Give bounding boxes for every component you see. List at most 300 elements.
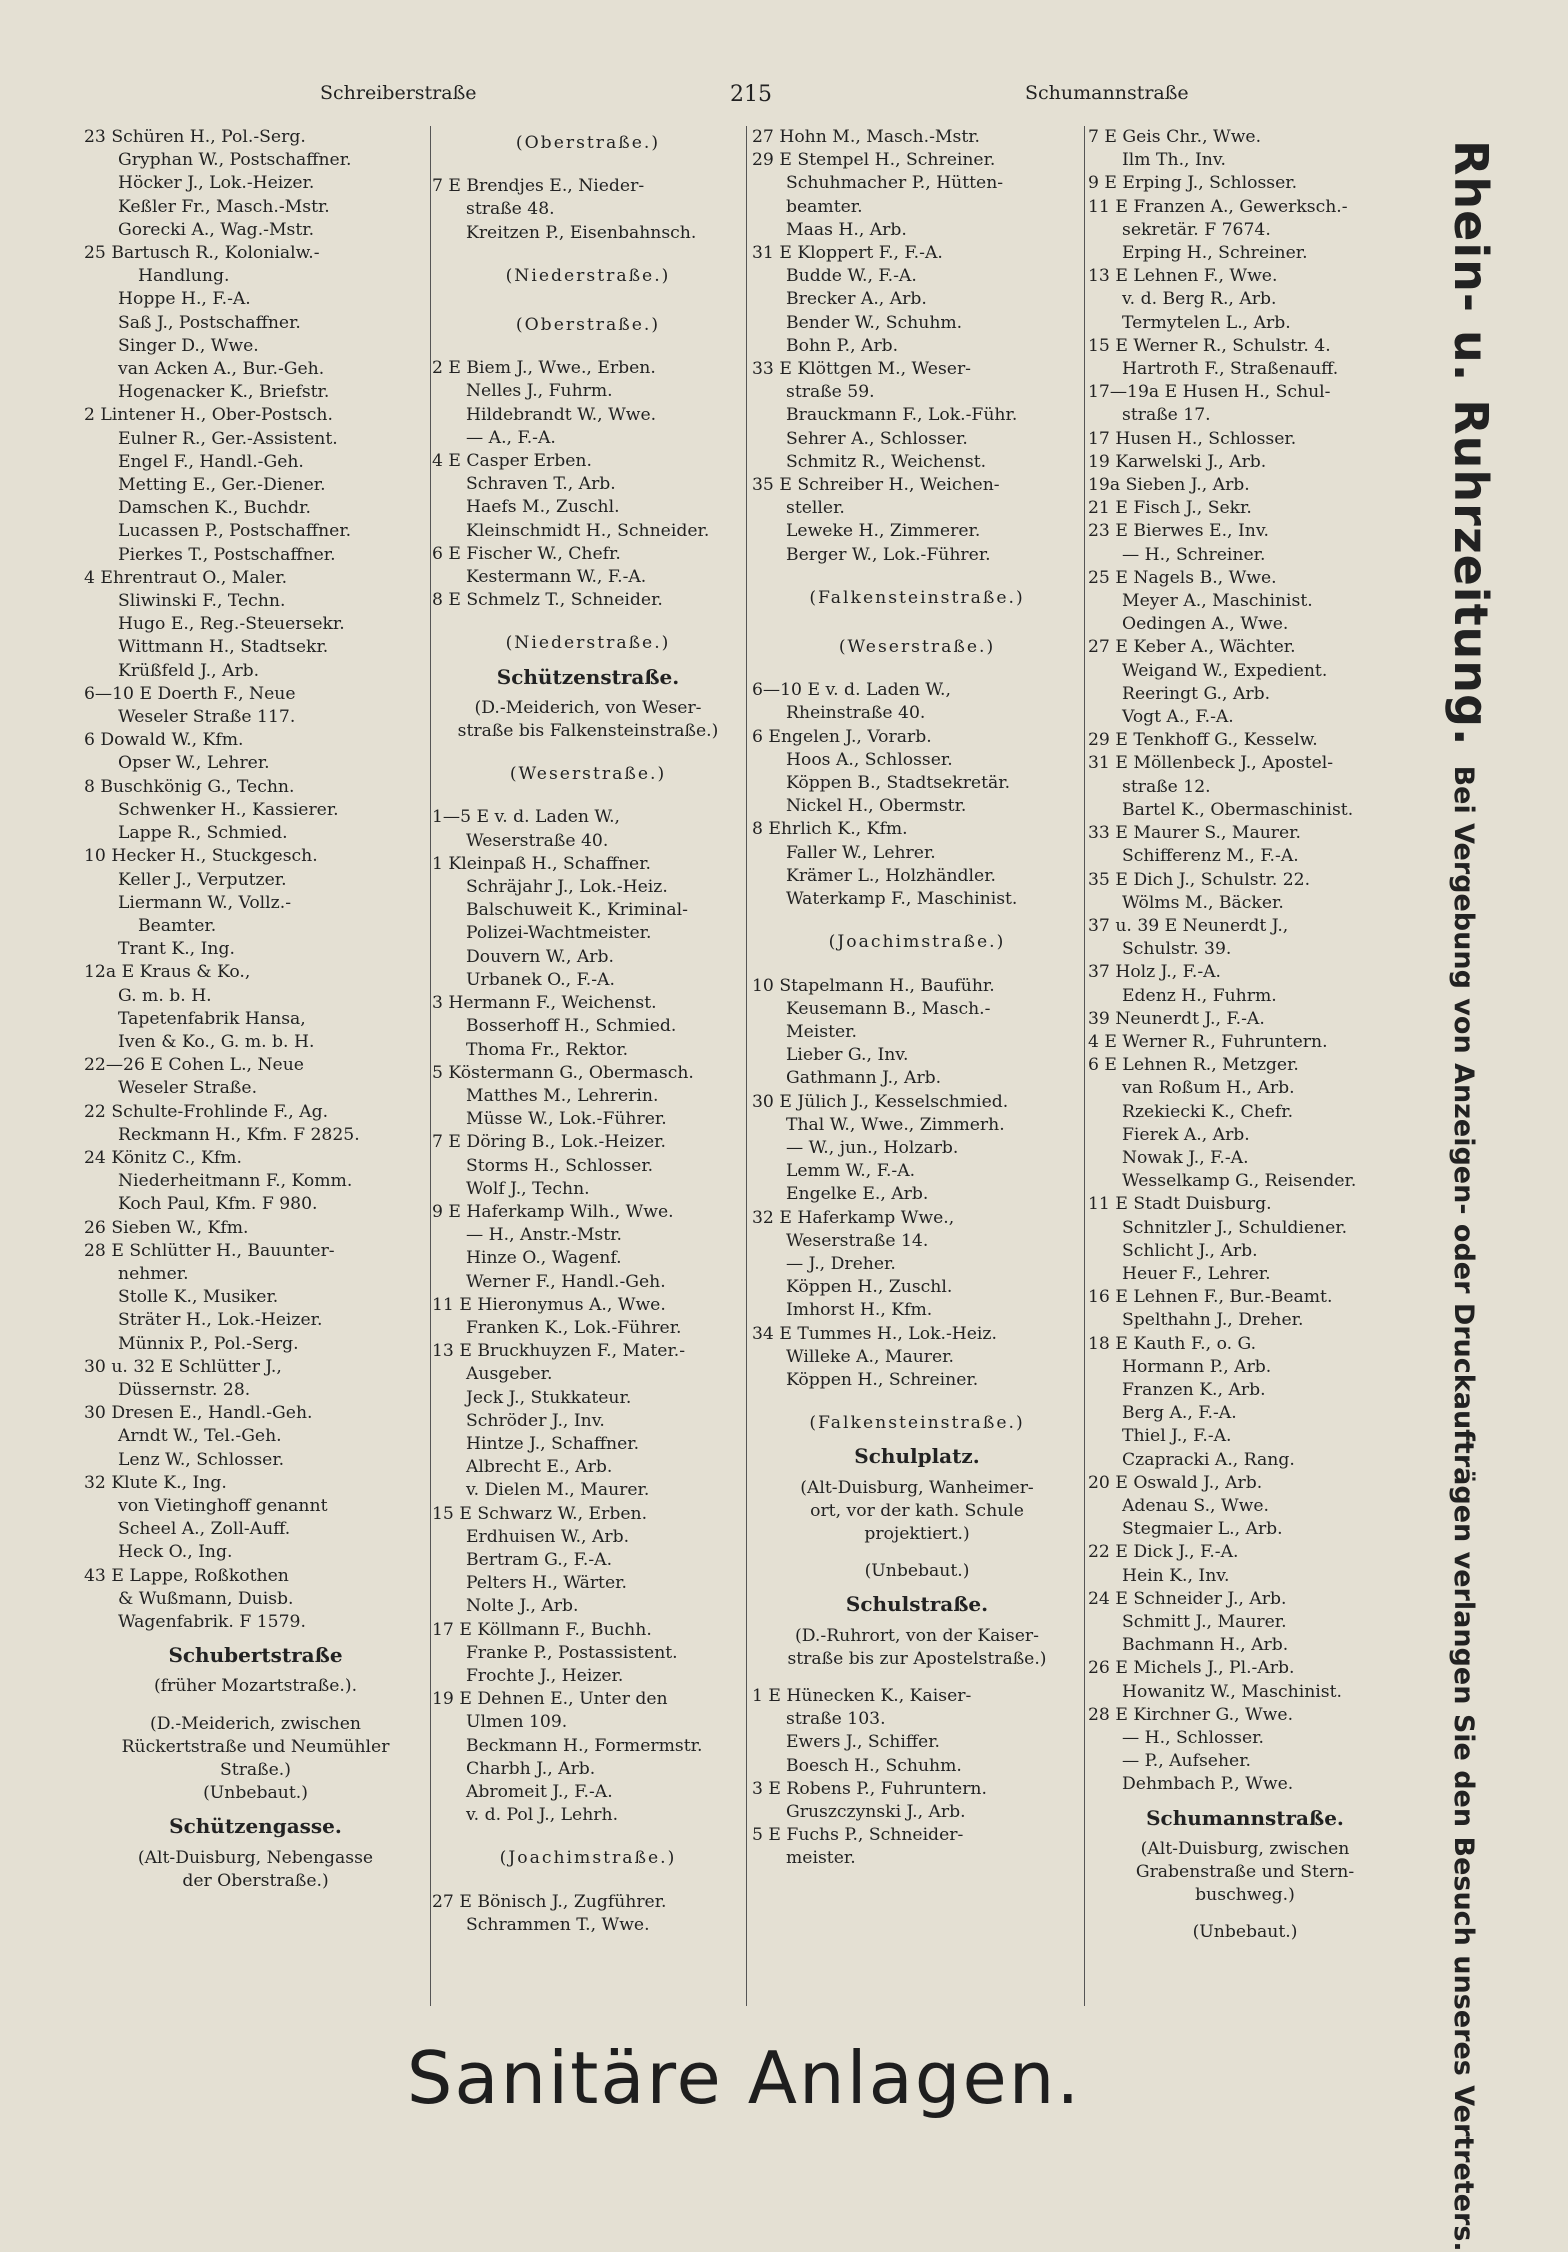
resident-entry: 27 Hohn M., Masch.-Mstr.	[752, 127, 981, 147]
resident-entry: — H., Schlosser.	[1122, 1728, 1264, 1749]
resident-entry: Lieber G., Inv.	[786, 1045, 909, 1066]
resident-entry: 4 E Werner R., Fuhruntern.	[1088, 1031, 1328, 1052]
resident-entry: Hoos A., Schlosser.	[786, 749, 953, 770]
resident-entry: Schwenker H., Kassierer.	[118, 799, 339, 820]
resident-entry: 4 Ehrentraut O., Maler.	[84, 567, 288, 588]
resident-entry: Nolte J., Arb.	[466, 1596, 579, 1617]
resident-entry: Nickel H., Obermstr.	[786, 796, 967, 817]
resident-entry: Thoma Fr., Rektor.	[466, 1039, 629, 1060]
street-note: projektiert.)	[864, 1523, 970, 1544]
resident-entry: 31 E Kloppert F., F.-A.	[752, 243, 943, 264]
resident-entry: 10 Stapelmann H., Bauführ.	[752, 975, 995, 996]
street-note: (Niederstraße.)	[505, 633, 671, 654]
resident-entry: — H., Schreiner.	[1122, 544, 1266, 565]
resident-entry: Edenz H., Fuhrm.	[1122, 985, 1277, 1006]
street-note: der Oberstraße.)	[182, 1870, 329, 1891]
resident-entry: straße 59.	[786, 382, 875, 403]
resident-entry: Heck O., Ing.	[118, 1542, 233, 1563]
resident-entry: Wittmann H., Stadtsekr.	[118, 637, 329, 658]
resident-entry: Weseler Straße 117.	[118, 707, 296, 728]
resident-entry: Schuhmacher P., Hütten-	[786, 173, 1004, 194]
resident-entry: straße 103.	[786, 1709, 886, 1730]
spacer	[432, 343, 744, 357]
resident-entry: 17 Husen H., Schlosser.	[1088, 428, 1297, 449]
resident-entry: 28 E Schlütter H., Bauunter-	[84, 1240, 335, 1261]
street-note: Straße.)	[220, 1760, 291, 1781]
resident-entry: Heuer F., Lehrer.	[1122, 1263, 1271, 1284]
resident-entry: Weseler Straße.	[118, 1078, 258, 1099]
resident-entry: Hildebrandt W., Wwe.	[466, 404, 657, 425]
resident-entry: Reeringt G., Arb.	[1122, 683, 1271, 704]
resident-entry: Boesch H., Schuhm.	[786, 1755, 962, 1776]
vertical-advertisement	[1418, 140, 1498, 2252]
resident-entry: Jeck J., Stukkateur.	[466, 1387, 632, 1408]
street-note: (Oberstraße.)	[515, 133, 661, 153]
resident-entry: 6—10 E Doerth F., Neue	[84, 683, 296, 704]
spacer	[752, 961, 1082, 975]
resident-entry: Hinze O., Wagenf.	[466, 1248, 622, 1269]
resident-entry: Franzen K., Arb.	[1122, 1379, 1266, 1400]
resident-entry: Schnitzler J., Schuldiener.	[1122, 1217, 1348, 1238]
resident-entry: 1 Kleinpaß H., Schaffner.	[432, 853, 652, 874]
resident-entry: Weserstraße 14.	[786, 1230, 929, 1251]
street-note: (früher Mozartstraße.).	[153, 1676, 358, 1697]
street-note: (D.-Ruhrort, von der Kaiser-	[795, 1625, 1039, 1646]
resident-entry: 8 E Schmelz T., Schneider.	[432, 590, 663, 611]
resident-entry: 22 E Dick J., F.-A.	[1088, 1542, 1239, 1563]
resident-entry: 6—10 E v. d. Laden W.,	[752, 680, 951, 701]
resident-entry: 30 Dresen E., Handl.-Geh.	[84, 1403, 313, 1424]
resident-entry: 19a Sieben J., Arb.	[1088, 475, 1250, 496]
resident-entry: Thiel J., F.-A.	[1122, 1426, 1232, 1447]
resident-entry: 28 E Kirchner G., Wwe.	[1088, 1704, 1294, 1725]
resident-entry: 24 Könitz C., Kfm.	[84, 1147, 242, 1168]
resident-entry: 22—26 E Cohen L., Neue	[84, 1055, 304, 1076]
resident-entry: 43 E Lappe, Roßkothen	[84, 1565, 289, 1586]
resident-entry: Hugo E., Reg.-Steuersekr.	[118, 614, 345, 635]
street-note: (Joachimstraße.)	[499, 1848, 677, 1869]
resident-entry: Storms H., Schlosser.	[466, 1155, 654, 1176]
resident-entry: Matthes M., Lehrerin.	[466, 1085, 659, 1106]
resident-entry: 6 E Lehnen R., Metzger.	[1088, 1055, 1299, 1076]
resident-entry: Rheinstraße 40.	[786, 703, 926, 724]
spacer	[752, 1671, 1082, 1685]
street-heading: Schulstraße.	[845, 1593, 989, 1617]
resident-entry: Lappe R., Schmied.	[118, 823, 288, 844]
resident-entry: 30 E Jülich J., Kesselschmied.	[752, 1091, 1009, 1112]
resident-entry: 29 E Tenkhoff G., Kesselw.	[1088, 730, 1318, 751]
resident-entry: Douvern W., Arb.	[466, 946, 614, 967]
spacer	[752, 616, 1082, 630]
street-heading: Schubertstraße	[168, 1644, 343, 1668]
resident-entry: — W., jun., Holzarb.	[786, 1137, 959, 1158]
resident-entry: 33 E Klöttgen M., Weser-	[752, 359, 971, 380]
resident-entry: v. d. Pol J., Lehrh.	[466, 1805, 619, 1826]
resident-entry: 6 Dowald W., Kfm.	[84, 730, 244, 751]
resident-entry: Krüßfeld J., Arb.	[118, 660, 260, 681]
street-note: (Alt-Duisburg, zwischen	[1140, 1838, 1350, 1859]
resident-entry: Waterkamp F., Maschinist.	[786, 889, 1018, 910]
resident-entry: Adenau S., Wwe.	[1122, 1495, 1269, 1516]
resident-entry: 27 E Keber A., Wächter.	[1088, 637, 1296, 658]
resident-entry: 25 E Nagels B., Wwe.	[1088, 567, 1277, 588]
resident-entry: — P., Aufseher.	[1122, 1751, 1251, 1772]
resident-entry: beamter.	[786, 196, 863, 217]
spacer	[432, 743, 744, 757]
resident-entry: sekretär. F 7674.	[1122, 219, 1271, 240]
column-divider	[430, 126, 431, 2006]
resident-entry: Scheel A., Zoll-Auff.	[118, 1519, 291, 1540]
resident-entry: Gathmann J., Arb.	[786, 1068, 942, 1089]
street-note: straße bis Falkensteinstraße.)	[457, 721, 719, 742]
street-heading: Schulplatz.	[854, 1445, 980, 1469]
resident-entry: Hein K., Inv.	[1122, 1565, 1230, 1586]
street-note: (Alt-Duisburg, Wanheimer-	[800, 1477, 1034, 1498]
resident-entry: Meyer A., Maschinist.	[1122, 591, 1313, 612]
resident-entry: 24 E Schneider J., Arb.	[1088, 1588, 1287, 1609]
street-note: (Falkensteinstraße.)	[809, 587, 1025, 608]
resident-entry: Schrammen T., Wwe.	[466, 1914, 650, 1935]
resident-entry: Stolle K., Musiker.	[118, 1287, 279, 1308]
resident-entry: Brauckmann F., Lok.-Führ.	[786, 405, 1018, 426]
resident-entry: Köppen B., Stadtsekretär.	[786, 773, 1011, 794]
street-note: Grabenstraße und Stern-	[1135, 1862, 1355, 1883]
resident-entry: Maas H., Arb.	[786, 219, 907, 240]
resident-entry: Damschen K., Buchdr.	[118, 498, 311, 519]
street-note: (Weserstraße.)	[838, 637, 996, 658]
resident-entry: 19 Karwelski J., Arb.	[1088, 451, 1267, 472]
resident-entry: Bohn P., Arb.	[786, 335, 899, 356]
resident-entry: Pierkes T., Postschaffner.	[118, 544, 336, 565]
resident-entry: 20 E Oswald J., Arb.	[1088, 1472, 1263, 1493]
bottom-advertisement: Sanitäre Anlagen.	[406, 2036, 1082, 2120]
spacer	[84, 1699, 427, 1713]
resident-entry: Erping H., Schreiner.	[1122, 243, 1308, 264]
spacer	[1088, 1907, 1402, 1921]
resident-entry: v. Dielen M., Maurer.	[466, 1480, 650, 1501]
resident-entry: — A., F.-A.	[466, 427, 556, 448]
resident-entry: Metting E., Ger.-Diener.	[118, 475, 326, 496]
resident-entry: 8 Ehrlich K., Kfm.	[752, 819, 908, 840]
spacer	[432, 612, 744, 626]
ad-vertical-title: Rhein- u. Ruhrzeitung.	[1444, 140, 1498, 747]
resident-entry: 23 Schüren H., Pol.-Serg.	[84, 127, 306, 147]
resident-entry: Lucassen P., Postschaffner.	[118, 521, 352, 542]
resident-entry: 5 E Fuchs P., Schneider-	[752, 1825, 964, 1846]
resident-entry: Schmitt J., Maurer.	[1122, 1612, 1287, 1632]
resident-entry: Weigand W., Expedient.	[1122, 660, 1328, 681]
resident-entry: 8 Buschkönig G., Techn.	[84, 776, 295, 797]
resident-entry: Liermann W., Vollz.-	[118, 892, 291, 913]
resident-entry: Bartel K., Obermaschinist.	[1122, 799, 1354, 820]
resident-entry: Nelles J., Fuhrm.	[466, 381, 613, 402]
resident-entry: Sehrer A., Schlosser.	[786, 428, 968, 449]
resident-entry: 32 E Haferkamp Wwe.,	[752, 1207, 955, 1228]
resident-entry: Ausgeber.	[466, 1364, 553, 1385]
resident-entry: Keller J., Verputzer.	[118, 869, 287, 890]
resident-entry: van Roßum H., Arb.	[1122, 1078, 1295, 1099]
resident-entry: Münnix P., Pol.-Serg.	[118, 1333, 299, 1354]
street-note: (Joachimstraße.)	[828, 932, 1006, 953]
page-number: 215	[730, 82, 772, 107]
resident-entry: 25 Bartusch R., Kolonialw.-	[84, 243, 320, 264]
resident-entry: 9 E Haferkamp Wilh., Wwe.	[432, 1201, 674, 1222]
resident-entry: Termytelen L., Arb.	[1122, 312, 1291, 333]
resident-entry: 12a E Kraus & Ko.,	[84, 962, 251, 983]
street-heading: Schumannstraße.	[1146, 1806, 1344, 1830]
resident-entry: Imhorst H., Kfm.	[786, 1300, 933, 1321]
resident-entry: 3 Hermann F., Weichenst.	[432, 993, 657, 1014]
directory-column-1	[84, 126, 427, 2006]
resident-entry: Charbh J., Arb.	[466, 1758, 596, 1779]
spacer	[432, 161, 744, 175]
street-heading: Schützengasse.	[169, 1815, 342, 1839]
resident-entry: von Vietinghoff genannt	[118, 1495, 328, 1516]
resident-entry: Dehmbach P., Wwe.	[1122, 1774, 1294, 1795]
resident-entry: v. d. Berg R., Arb.	[1122, 289, 1277, 310]
resident-entry: Ilm Th., Inv.	[1122, 150, 1226, 171]
resident-entry: 19 E Dehnen E., Unter den	[432, 1689, 668, 1710]
resident-entry: 1 E Hünecken K., Kaiser-	[752, 1685, 972, 1706]
resident-entry: 3 E Robens P., Fuhruntern.	[752, 1778, 987, 1799]
street-note: (Falkensteinstraße.)	[809, 1413, 1025, 1434]
street-note: ort, vor der kath. Schule	[810, 1500, 1024, 1521]
resident-entry: 21 E Fisch J., Sekr.	[1088, 498, 1252, 519]
resident-entry: Wagenfabrik. F 1579.	[118, 1612, 306, 1632]
street-note: (Oberstraße.)	[515, 315, 661, 336]
resident-entry: Franke P., Postassistent.	[466, 1642, 678, 1663]
resident-entry: Ulmen 109.	[466, 1712, 568, 1733]
resident-entry: Nowak J., F.-A.	[1122, 1147, 1249, 1168]
resident-entry: Sträter H., Lok.-Heizer.	[118, 1310, 323, 1331]
resident-entry: 6 Engelen J., Vorarb.	[752, 726, 932, 747]
header-left-street: Schreiberstraße	[320, 82, 477, 104]
resident-entry: Kreitzen P., Eisenbahnsch.	[466, 222, 697, 243]
street-note: (D.-Meiderich, von Weser-	[474, 697, 702, 718]
resident-entry: Keßler Fr., Masch.-Mstr.	[118, 196, 330, 217]
resident-entry: Ewers J., Schiffer.	[786, 1732, 941, 1753]
resident-entry: Berg A., F.-A.	[1122, 1403, 1237, 1424]
resident-entry: Kleinschmidt H., Schneider.	[466, 520, 710, 541]
resident-entry: Brecker A., Arb.	[786, 289, 927, 310]
resident-entry: Arndt W., Tel.-Geh.	[118, 1426, 282, 1447]
street-note: (Weserstraße.)	[509, 764, 667, 785]
spacer	[432, 792, 744, 806]
resident-entry: Abromeit J., F.-A.	[466, 1782, 613, 1802]
resident-entry: Krämer L., Holzhändler.	[786, 865, 996, 886]
resident-entry: 37 u. 39 E Neunerdt J.,	[1088, 915, 1289, 936]
resident-entry: Leweke H., Zimmerer.	[786, 521, 981, 542]
resident-entry: Gruszczynski J., Arb.	[786, 1802, 966, 1822]
resident-entry: Schräjahr J., Lok.-Heiz.	[466, 877, 668, 898]
resident-entry: Bender W., Schuhm.	[786, 312, 963, 333]
street-note: (Niederstraße.)	[505, 265, 671, 286]
resident-entry: Spelthahn J., Dreher.	[1122, 1310, 1304, 1331]
resident-entry: Wolf J., Techn.	[466, 1178, 590, 1199]
directory-column-3	[752, 126, 1082, 2006]
resident-entry: Niederheitmann F., Komm.	[118, 1171, 353, 1192]
resident-entry: 27 E Bönisch J., Zugführer.	[432, 1891, 667, 1912]
resident-entry: — J., Dreher.	[786, 1253, 896, 1274]
resident-entry: Gorecki A., Wag.-Mstr.	[118, 219, 315, 240]
resident-entry: 2 E Biem J., Wwe., Erben.	[432, 358, 656, 379]
resident-entry: Urbanek O., F.-A.	[466, 969, 615, 990]
resident-entry: straße 48.	[466, 199, 555, 220]
resident-entry: Bosserhoff H., Schmied.	[466, 1016, 677, 1037]
resident-entry: straße 12.	[1122, 776, 1211, 797]
resident-entry: 15 E Schwarz W., Erben.	[432, 1503, 648, 1524]
resident-entry: Beamter.	[138, 915, 217, 936]
resident-entry: 11 E Stadt Duisburg.	[1088, 1194, 1272, 1215]
resident-entry: 16 E Lehnen F., Bur.-Beamt.	[1088, 1287, 1333, 1308]
resident-entry: Weserstraße 40.	[466, 830, 609, 851]
directory-column-4	[1088, 126, 1402, 2006]
spacer	[432, 1877, 744, 1891]
resident-entry: G. m. b. H.	[118, 985, 212, 1006]
directory-column-2	[432, 126, 744, 2006]
resident-entry: 34 E Tummes H., Lok.-Heiz.	[752, 1323, 997, 1344]
resident-entry: 23 E Bierwes E., Inv.	[1088, 521, 1269, 542]
resident-entry: Iven & Ko., G. m. b. H.	[118, 1031, 315, 1052]
resident-entry: 11 E Hieronymus A., Wwe.	[432, 1294, 666, 1315]
resident-entry: — H., Anstr.-Mstr.	[466, 1225, 622, 1246]
resident-entry: 10 Hecker H., Stuckgesch.	[84, 846, 318, 867]
resident-entry: Stegmaier L., Arb.	[1122, 1519, 1283, 1540]
resident-entry: Köppen H., Schreiner.	[786, 1369, 979, 1390]
spacer	[432, 294, 744, 308]
resident-entry: Erdhuisen W., Arb.	[466, 1526, 630, 1547]
street-heading: Schützenstraße.	[496, 665, 680, 689]
resident-entry: 31 E Möllenbeck J., Apostel-	[1088, 753, 1334, 774]
resident-entry: Engelke E., Arb.	[786, 1184, 929, 1205]
resident-entry: Franken K., Lok.-Führer.	[466, 1317, 682, 1338]
resident-entry: Thal W., Wwe., Zimmerh.	[786, 1114, 1005, 1135]
resident-entry: 17—19a E Husen H., Schul-	[1088, 382, 1331, 403]
resident-entry: Hoppe H., F.-A.	[118, 289, 251, 310]
resident-entry: Düssernstr. 28.	[118, 1379, 251, 1400]
resident-entry: Tapetenfabrik Hansa,	[118, 1008, 306, 1029]
resident-entry: Höcker J., Lok.-Heizer.	[118, 173, 315, 194]
resident-entry: Trant K., Ing.	[118, 939, 235, 960]
resident-entry: 32 Klute K., Ing.	[84, 1472, 227, 1493]
resident-entry: 4 E Casper Erben.	[432, 451, 592, 472]
resident-entry: 35 E Schreiber H., Weichen-	[752, 475, 1000, 496]
resident-entry: 2 Lintener H., Ober-Postsch.	[84, 405, 333, 426]
resident-entry: Schulstr. 39.	[1122, 939, 1232, 960]
spacer	[752, 567, 1082, 581]
resident-entry: 17 E Köllmann F., Buchh.	[432, 1619, 652, 1640]
resident-entry: 35 E Dich J., Schulstr. 22.	[1088, 869, 1311, 890]
resident-entry: 39 Neunerdt J., F.-A.	[1088, 1008, 1265, 1029]
street-note: (Unbebaut.)	[1192, 1922, 1298, 1943]
resident-entry: Hormann P., Arb.	[1122, 1356, 1272, 1377]
resident-entry: Werner F., Handl.-Geh.	[466, 1271, 666, 1292]
column-divider	[1084, 126, 1085, 2006]
resident-entry: Handlung.	[138, 266, 230, 287]
spacer	[432, 245, 744, 259]
resident-entry: Wesselkamp G., Reisender.	[1122, 1171, 1357, 1192]
resident-entry: Keusemann B., Masch.-	[786, 998, 991, 1019]
resident-entry: Schifferenz M., F.-A.	[1122, 846, 1299, 867]
resident-entry: Köppen H., Zuschl.	[786, 1277, 953, 1298]
resident-entry: Koch Paul, Kfm. F 980.	[118, 1194, 318, 1215]
street-note: (D.-Meiderich, zwischen	[150, 1713, 361, 1734]
resident-entry: Willeke A., Maurer.	[786, 1346, 954, 1367]
resident-entry: Bertram G., F.-A.	[466, 1549, 613, 1570]
street-note: (Unbebaut.)	[203, 1783, 308, 1804]
street-note: Rückertstraße und Neumühler	[121, 1736, 390, 1757]
resident-entry: Schlicht J., Arb.	[1122, 1240, 1258, 1261]
street-note: straße bis zur Apostelstraße.)	[787, 1648, 1047, 1669]
resident-entry: nehmer.	[118, 1263, 189, 1284]
resident-entry: 26 Sieben W., Kfm.	[84, 1217, 249, 1238]
resident-entry: Bachmann H., Arb.	[1122, 1635, 1289, 1656]
resident-entry: 37 Holz J., F.-A.	[1088, 962, 1222, 983]
resident-entry: Czapracki A., Rang.	[1122, 1449, 1295, 1470]
resident-entry: Polizei-Wachtmeister.	[466, 923, 652, 944]
resident-entry: Kestermann W., F.-A.	[466, 567, 647, 588]
resident-entry: Schmitz R., Weichenst.	[786, 451, 987, 472]
resident-entry: 18 E Kauth F., o. G.	[1088, 1333, 1257, 1354]
spacer	[752, 1392, 1082, 1406]
resident-entry: Eulner R., Ger.-Assistent.	[118, 428, 338, 449]
spacer	[752, 1546, 1082, 1560]
resident-entry: Sliwinski F., Techn.	[118, 591, 286, 612]
resident-entry: Reckmann H., Kfm. F 2825.	[118, 1124, 360, 1145]
resident-entry: Müsse W., Lok.-Führer.	[466, 1109, 667, 1130]
resident-entry: 29 E Stempel H., Schreiner.	[752, 150, 996, 171]
resident-entry: Fierek A., Arb.	[1122, 1124, 1250, 1145]
resident-entry: 6 E Fischer W., Chefr.	[432, 543, 621, 564]
resident-entry: 26 E Michels J., Pl.-Arb.	[1088, 1658, 1295, 1679]
resident-entry: Balschuweit K., Kriminal-	[466, 900, 688, 921]
ad-vertical-text: Bei Vergebung von Anzeigen- oder Druckaufträgen verlangen Sie den Besuch unseres Vertreters.	[1448, 765, 1479, 2252]
column-divider	[746, 126, 747, 2006]
resident-entry: Beckmann H., Formermstr.	[466, 1735, 703, 1756]
resident-entry: 13 E Bruckhuyzen F., Mater.-	[432, 1341, 686, 1362]
resident-entry: Hogenacker K., Briefstr.	[118, 382, 330, 403]
resident-entry: 5 Köstermann G., Obermasch.	[432, 1062, 694, 1083]
resident-entry: Saß J., Postschaffner.	[118, 312, 301, 333]
resident-entry: 22 Schulte-Frohlinde F., Ag.	[84, 1101, 329, 1122]
resident-entry: Frochte J., Heizer.	[466, 1665, 624, 1686]
street-note: (Unbebaut.)	[864, 1561, 970, 1582]
street-note: buschweg.)	[1195, 1885, 1295, 1906]
resident-entry: steller.	[786, 498, 845, 519]
resident-entry: 15 E Werner R., Schulstr. 4.	[1088, 335, 1331, 356]
resident-entry: Vogt A., F.-A.	[1122, 707, 1234, 728]
resident-entry: Berger W., Lok.-Führer.	[786, 544, 991, 565]
resident-entry: Howanitz W., Maschinist.	[1122, 1681, 1342, 1702]
resident-entry: Faller W., Lehrer.	[786, 842, 936, 863]
resident-entry: Rzekiecki K., Chefr.	[1122, 1101, 1294, 1122]
resident-entry: 7 E Döring B., Lok.-Heizer.	[432, 1132, 666, 1153]
resident-entry: 33 E Maurer S., Maurer.	[1088, 823, 1301, 844]
resident-entry: Hintze J., Schaffner.	[466, 1433, 640, 1454]
resident-entry: Gryphan W., Postschaffner.	[118, 150, 352, 171]
resident-entry: 7 E Brendjes E., Nieder-	[432, 176, 645, 197]
resident-entry: straße 17.	[1122, 405, 1211, 426]
resident-entry: 30 u. 32 E Schlütter J.,	[84, 1356, 282, 1377]
resident-entry: Pelters H., Wärter.	[466, 1573, 627, 1594]
spacer	[752, 911, 1082, 925]
resident-entry: 9 E Erping J., Schlosser.	[1088, 173, 1298, 194]
street-note: (Alt-Duisburg, Nebengasse	[137, 1847, 374, 1868]
resident-entry: Singer D., Wwe.	[118, 335, 259, 356]
header-right-street: Schumannstraße	[1025, 82, 1189, 104]
spacer	[432, 1827, 744, 1841]
resident-entry: Haefs M., Zuschl.	[466, 497, 620, 518]
